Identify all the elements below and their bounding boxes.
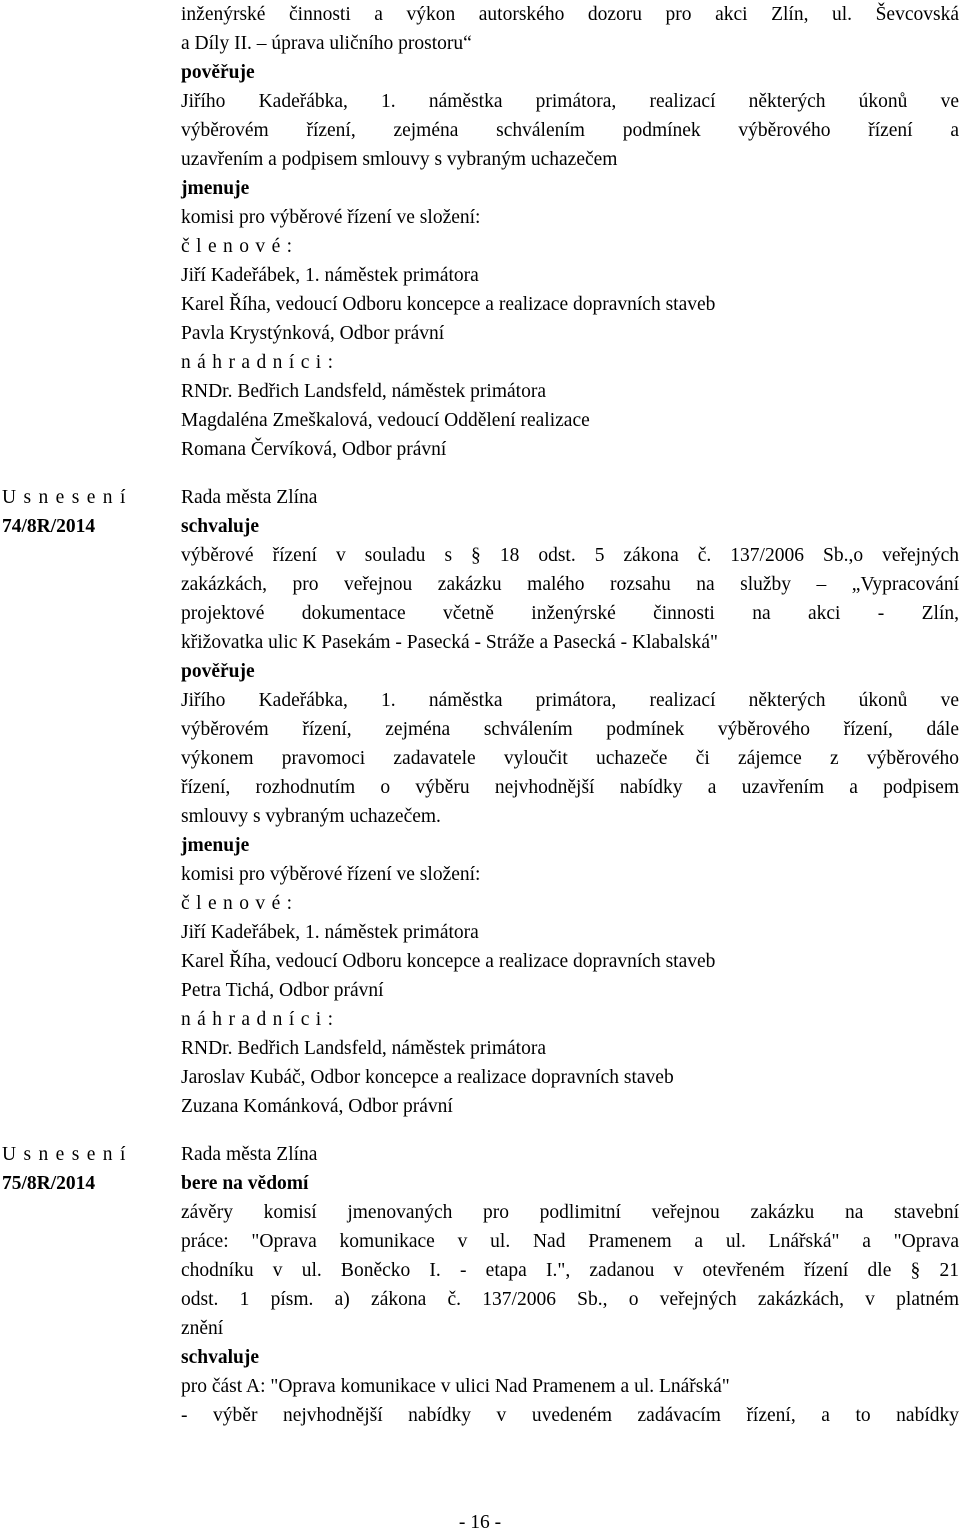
continuation-block xyxy=(0,0,960,464)
section-heading: náhradníci: xyxy=(181,1009,340,1030)
text-line: Jaroslav Kubáč, Odbor koncepce a realizace dopravních staveb xyxy=(181,1067,674,1088)
text-line: uzavřením a podpisem smlouvy s vybraným uchazečem xyxy=(181,149,618,170)
text-line: závěry komisí jmenovaných pro podlimitní veřejnou zakázku na stavební xyxy=(181,1202,959,1223)
text-line: Zuzana Kománková, Odbor právní xyxy=(181,1096,453,1117)
text-line: výběrovém řízení, zejména schválením podmínek výběrového řízení, dále xyxy=(181,719,959,740)
resolution-header xyxy=(0,483,181,541)
block-spacer xyxy=(0,1121,960,1140)
resolution-verb: jmenuje xyxy=(181,178,250,199)
block-spacer xyxy=(0,464,960,483)
text-line: Jiřího Kadeřábka, 1. náměstka primátora, realizací některých úkonů ve xyxy=(181,690,959,711)
resolution-verb: jmenuje xyxy=(181,835,250,856)
text-line: komisi pro výběrové řízení ve složení: xyxy=(181,207,481,228)
continuation-text xyxy=(181,0,960,464)
text-line: Jiří Kadeřábek, 1. náměstek primátora xyxy=(181,922,479,943)
resolution-header xyxy=(0,1140,181,1198)
text-line: Petra Tichá, Odbor právní xyxy=(181,980,384,1001)
text-line: Rada města Zlína xyxy=(181,487,318,508)
text-line: - výběr nejvhodnější nabídky v uvedeném zadávacím řízení, a to nabídky xyxy=(181,1405,959,1426)
text-line: odst. 1 písm. a) zákona č. 137/2006 Sb., o veřejných zakázkách, v platném xyxy=(181,1289,959,1310)
resolution-verb: schvaluje xyxy=(181,516,259,537)
text-line: výkonem pravomoci zadavatele vyloučit uchazeče či zájemce z výběrového xyxy=(181,748,959,769)
text-line: výběrové řízení v souladu s § 18 odst. 5 zákona č. 137/2006 Sb.,o veřejných xyxy=(181,545,959,566)
text-line: křižovatka ulic K Pasekám - Pasecká - Stráže a Pasecká - Klabalská" xyxy=(181,632,718,653)
text-line: Karel Říha, vedoucí Odboru koncepce a realizace dopravních staveb xyxy=(181,294,716,315)
text-line: projektové dokumentace včetně inženýrské činnosti na akci - Zlín, xyxy=(181,603,959,624)
section-heading: členové: xyxy=(181,236,299,257)
text-line: chodníku v ul. Boněcko I. - etapa I.", zadanou v otevřeném řízení dle § 21 xyxy=(181,1260,959,1281)
resolution-verb: pověřuje xyxy=(181,62,255,83)
section-heading: náhradníci: xyxy=(181,352,340,373)
text-line: pro část A: "Oprava komunikace v ulici Nad Pramenem a ul. Lnářská" xyxy=(181,1376,730,1397)
text-line: Rada města Zlína xyxy=(181,1144,318,1165)
text-line: a Díly II. – úprava uličního prostoru“ xyxy=(181,33,472,54)
resolution-number: 74/8R/2014 xyxy=(2,516,96,537)
resolutions-list xyxy=(0,464,960,1430)
resolution-label: Usnesení xyxy=(2,1144,133,1165)
text-line: Karel Říha, vedoucí Odboru koncepce a realizace dopravních staveb xyxy=(181,951,716,972)
text-line: RNDr. Bedřich Landsfeld, náměstek primátora xyxy=(181,1038,546,1059)
text-line: smlouvy s vybraným uchazečem. xyxy=(181,806,441,827)
resolution-block xyxy=(0,483,960,1121)
text-line: Jiří Kadeřábek, 1. náměstek primátora xyxy=(181,265,479,286)
text-line: znění xyxy=(181,1318,224,1339)
resolution-label: Usnesení xyxy=(2,487,133,508)
resolution-verb: bere na vědomí xyxy=(181,1173,309,1194)
page-number: - 16 - xyxy=(458,1512,502,1533)
text-line: komisi pro výběrové řízení ve složení: xyxy=(181,864,481,885)
text-line: výběrovém řízení, zejména schválením podmínek výběrového řízení a xyxy=(181,120,959,141)
resolution-text xyxy=(181,483,960,1121)
text-line: RNDr. Bedřich Landsfeld, náměstek primátora xyxy=(181,381,546,402)
text-line: zakázkách, pro veřejnou zakázku malého rozsahu na služby – „Vypracování xyxy=(181,574,959,595)
resolution-verb: pověřuje xyxy=(181,661,255,682)
text-line: Magdaléna Zmeškalová, vedoucí Oddělení realizace xyxy=(181,410,590,431)
resolution-text xyxy=(181,1140,960,1430)
text-line: Jiřího Kadeřábka, 1. náměstka primátora, realizací některých úkonů ve xyxy=(181,91,959,112)
section-heading: členové: xyxy=(181,893,299,914)
resolution-block xyxy=(0,1140,960,1430)
resolution-verb: schvaluje xyxy=(181,1347,259,1368)
text-line: práce: "Oprava komunikace v ul. Nad Pramenem a ul. Lnářská" a "Oprava xyxy=(181,1231,959,1252)
resolution-number: 75/8R/2014 xyxy=(2,1173,96,1194)
text-line: řízení, rozhodnutím o výběru nejvhodnější nabídky a uzavřením a podpisem xyxy=(181,777,959,798)
text-line: inženýrské činnosti a výkon autorského dozoru pro akci Zlín, ul. Ševcovská xyxy=(181,4,959,25)
text-line: Romana Červíková, Odbor právní xyxy=(181,439,447,460)
text-line: Pavla Krystýnková, Odbor právní xyxy=(181,323,445,344)
